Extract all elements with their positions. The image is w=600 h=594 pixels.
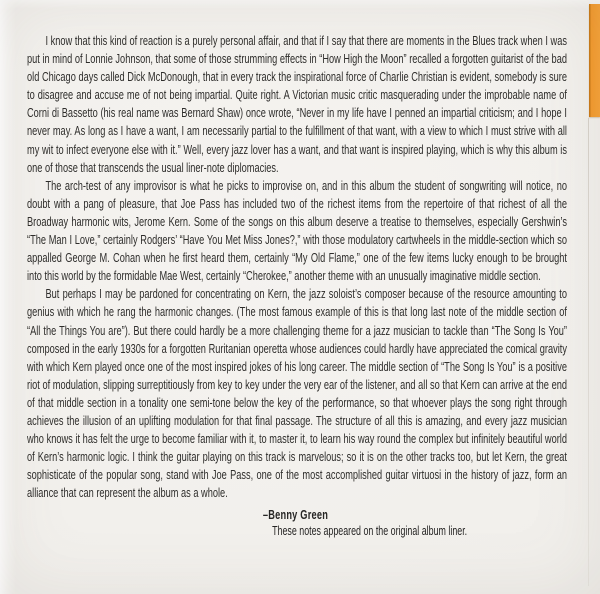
attribution-author: –Benny Green [262, 507, 329, 523]
liner-notes-paragraph-1: I know that this kind of reaction is a purely personal affair, and that if I say that there are moments in the Blues track when I was put in mind of Lonnie Johnson, that some of those strumming effects in “How High the Moon” recalled a forgotten guitarist of the bad old Chicago days called Dick McDonough, that in every track the inspirational force of Charlie Christian is evident, somebody is sure to disagree and accuse me of not being impartial. Quite right. A Victorian music critic masquerading under the improbable name of Corni di Bassetto (his real name was Bernard Shaw) once wrote, “Never in my life have I penned an impartial criticism; and I hope I never may. As long as I have a want, I am necessarily partial to the fulfillment of that want, with a view to which I must strive with all my wit to infect everyone else with it.” Well, every jazz lover has a want, and that want is inspired playing, which is why this album is one of those that transcends the usual liner-note diplomacies. [27, 33, 567, 175]
accent-bar [589, 4, 600, 117]
liner-notes-text [27, 32, 567, 539]
liner-notes-paragraph-3: But perhaps I may be pardoned for concentrating on Kern, the jazz soloist’s composer because of the resource amounting to genius with which he rang the harmonic changes. (The most famous example of this is that long last note of the middle section of “All the Things You are”). But there could hardly be a more challenging theme for a jazz musician to tackle than “The Song Is You” composed in the early 1930s for a forgotten Ruritanian operetta whose audiences could hardly have appreciated the comical gravity with which Kern played once one of the most inspired jokes of his long career. The middle section of “The Song Is You” is a positive riot of modulation, slipping surreptitiously from key to key under the very ear of the listener, and all so that Kern can arrive at the end of that middle section in a tonality one semi-tone below the key of the performance, so that whoever plays the song right through achieves the illusion of an uplifting modulation for that final passage. The structure of all this is amazing, and every jazz musician who knows it has felt the urge to become familiar with it, to master it, to learn his way round the complex but infinitely beautiful world of Kern’s harmonic logic. I think the guitar playing on this track is marvelous; so it is on the other tracks too, but let Kern, the great sophisticate of the popular song, stand with Joe Pass, one of the most accomplished guitar virtuosi in the history of jazz, form an alliance that can represent the album as a whole. [27, 286, 567, 501]
attribution-note: These notes appeared on the original album liner. [272, 524, 468, 539]
attribution [263, 507, 567, 539]
liner-notes-paragraph-2: The arch-test of any improvisor is what he picks to improvise on, and in this album the student of songwriting will notice, no doubt with a pang of pleasure, that Joe Pass has included two of the richest items from the repertoire of that richest of all the Broadway harmonic wits, Jerome Kern. Some of the songs on this album deserve a treatise to themselves, especially Gershwin’s “The Man I Love,” certainly Rodgers’ “Have You Met Miss Jones?,” with those modulatory cartwheels in the middle-section which so appalled George M. Cohan when he first heard them, certainly “My Old Flame,” one of the few items lucky enough to be brought into this world by the formidable Mae West, certainly “Cherokee,” another theme with an unusually imaginative middle section. [27, 177, 567, 284]
page-edge-shadow [588, 118, 589, 586]
